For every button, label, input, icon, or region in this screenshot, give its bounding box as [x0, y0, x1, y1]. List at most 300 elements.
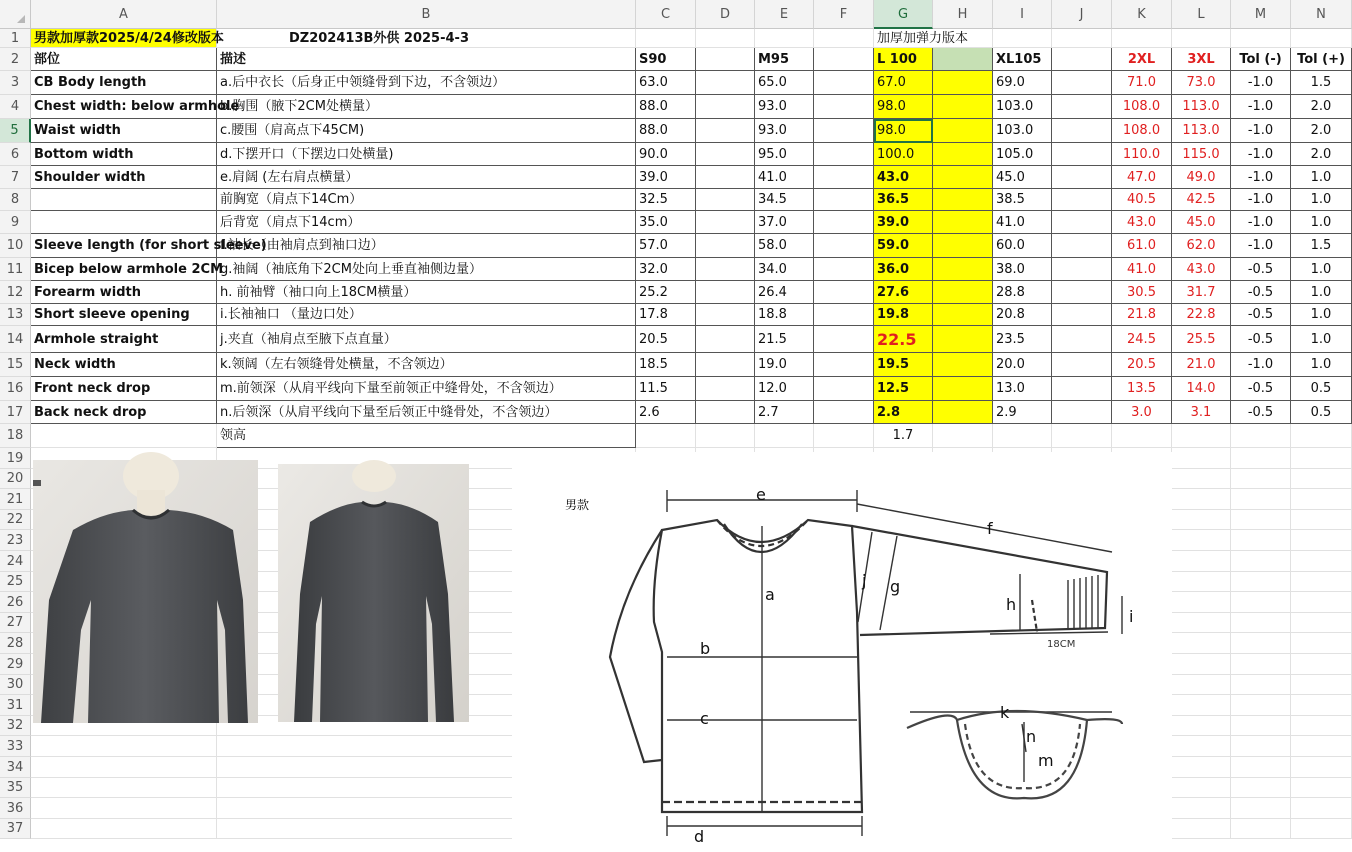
size-l100-cell[interactable]: 22.5	[874, 326, 933, 353]
size-xl105-cell[interactable]: 23.5	[993, 326, 1052, 353]
part-cell[interactable]: Sleeve length (for short sleeve)	[31, 234, 217, 258]
size-l100-cell[interactable]: 36.0	[874, 258, 933, 281]
empty-cell[interactable]	[1291, 757, 1352, 778]
size-2xl-cell[interactable]: 47.0	[1112, 166, 1172, 189]
header-desc[interactable]: 描述	[217, 48, 636, 71]
row-header-9[interactable]: 9	[0, 211, 31, 234]
empty-cell[interactable]	[814, 377, 874, 401]
empty-cell[interactable]	[933, 401, 993, 424]
empty-cell[interactable]	[933, 326, 993, 353]
empty-cell[interactable]	[1231, 633, 1291, 654]
empty-cell[interactable]	[31, 798, 217, 819]
size-2xl-cell[interactable]: 20.5	[1112, 353, 1172, 377]
size-2xl-cell[interactable]: 30.5	[1112, 281, 1172, 304]
tol-plus-cell[interactable]: 1.0	[1291, 326, 1352, 353]
empty-cell[interactable]	[1231, 510, 1291, 530]
collar-height-value[interactable]: 1.7	[874, 424, 933, 448]
empty-cell[interactable]	[1291, 798, 1352, 819]
row-header-10[interactable]: 10	[0, 234, 31, 258]
empty-cell[interactable]	[696, 29, 755, 48]
size-m95-cell[interactable]: 95.0	[755, 143, 814, 166]
part-cell[interactable]: Shoulder width	[31, 166, 217, 189]
empty-cell[interactable]	[814, 71, 874, 95]
tol-plus-cell[interactable]: 1.5	[1291, 71, 1352, 95]
column-header-n[interactable]: N	[1291, 0, 1352, 29]
size-3xl-cell[interactable]: 3.1	[1172, 401, 1231, 424]
empty-cell[interactable]	[1172, 448, 1231, 469]
empty-cell[interactable]	[31, 736, 217, 757]
empty-cell[interactable]	[814, 166, 874, 189]
empty-cell[interactable]	[1291, 633, 1352, 654]
row-header-1[interactable]: 1	[0, 29, 31, 48]
header-size-s90[interactable]: S90	[636, 48, 696, 71]
tol-minus-cell[interactable]: -1.0	[1231, 95, 1291, 119]
desc-cell[interactable]: e.肩阔 (左右肩点横量）	[217, 166, 636, 189]
empty-cell[interactable]	[1291, 675, 1352, 695]
tol-minus-cell[interactable]: -1.0	[1231, 189, 1291, 211]
empty-cell[interactable]	[1291, 469, 1352, 489]
tol-minus-cell[interactable]: -1.0	[1231, 234, 1291, 258]
empty-cell[interactable]	[1172, 592, 1231, 613]
size-2xl-cell[interactable]: 43.0	[1112, 211, 1172, 234]
row-header-15[interactable]: 15	[0, 353, 31, 377]
part-cell[interactable]: Waist width	[31, 119, 217, 143]
tol-plus-cell[interactable]: 1.0	[1291, 304, 1352, 326]
size-3xl-cell[interactable]: 31.7	[1172, 281, 1231, 304]
header-size-l100[interactable]: L 100	[874, 48, 933, 71]
empty-cell[interactable]	[1052, 211, 1112, 234]
empty-cell[interactable]	[933, 119, 993, 143]
empty-cell[interactable]	[1291, 654, 1352, 675]
empty-cell[interactable]	[1052, 119, 1112, 143]
part-cell[interactable]: Short sleeve opening	[31, 304, 217, 326]
desc-cell[interactable]: d.下摆开口（下摆边口处横量)	[217, 143, 636, 166]
column-header-d[interactable]: D	[696, 0, 755, 29]
empty-cell[interactable]	[1231, 592, 1291, 613]
empty-cell[interactable]	[814, 353, 874, 377]
empty-cell[interactable]	[1052, 95, 1112, 119]
size-s90-cell[interactable]: 32.5	[636, 189, 696, 211]
empty-cell[interactable]	[1052, 71, 1112, 95]
size-2xl-cell[interactable]: 61.0	[1112, 234, 1172, 258]
size-2xl-cell[interactable]: 24.5	[1112, 326, 1172, 353]
empty-cell[interactable]	[1052, 166, 1112, 189]
row-header-26[interactable]: 26	[0, 592, 31, 613]
size-3xl-cell[interactable]: 21.0	[1172, 353, 1231, 377]
row-header-14[interactable]: 14	[0, 326, 31, 353]
header-part[interactable]: 部位	[31, 48, 217, 71]
empty-cell[interactable]	[755, 424, 814, 448]
size-2xl-cell[interactable]: 13.5	[1112, 377, 1172, 401]
column-header-e[interactable]: E	[755, 0, 814, 29]
empty-cell[interactable]	[1172, 675, 1231, 695]
size-xl105-cell[interactable]: 38.5	[993, 189, 1052, 211]
size-s90-cell[interactable]: 88.0	[636, 95, 696, 119]
size-l100-cell[interactable]: 27.6	[874, 281, 933, 304]
tol-plus-cell[interactable]: 2.0	[1291, 95, 1352, 119]
empty-cell[interactable]	[696, 377, 755, 401]
desc-cell[interactable]: 后背宽（肩点下14cm）	[217, 211, 636, 234]
column-header-k[interactable]: K	[1112, 0, 1172, 29]
column-header-h[interactable]: H	[933, 0, 993, 29]
empty-cell[interactable]	[814, 401, 874, 424]
empty-cell[interactable]	[814, 304, 874, 326]
size-3xl-cell[interactable]: 113.0	[1172, 95, 1231, 119]
tol-plus-cell[interactable]: 1.0	[1291, 353, 1352, 377]
column-header-m[interactable]: M	[1231, 0, 1291, 29]
row-header-31[interactable]: 31	[0, 695, 31, 716]
tol-minus-cell[interactable]: -1.0	[1231, 353, 1291, 377]
size-s90-cell[interactable]: 90.0	[636, 143, 696, 166]
size-s90-cell[interactable]: 39.0	[636, 166, 696, 189]
empty-cell[interactable]	[1291, 510, 1352, 530]
size-m95-cell[interactable]: 37.0	[755, 211, 814, 234]
empty-cell[interactable]	[1291, 530, 1352, 551]
part-cell[interactable]: Bottom width	[31, 143, 217, 166]
tol-plus-cell[interactable]: 1.0	[1291, 258, 1352, 281]
empty-cell[interactable]	[636, 424, 696, 448]
empty-cell[interactable]	[1231, 551, 1291, 572]
row-header-16[interactable]: 16	[0, 377, 31, 401]
row-header-35[interactable]: 35	[0, 778, 31, 798]
size-s90-cell[interactable]: 17.8	[636, 304, 696, 326]
empty-cell[interactable]	[696, 281, 755, 304]
empty-cell[interactable]	[31, 819, 217, 839]
size-xl105-cell[interactable]: 103.0	[993, 95, 1052, 119]
row-header-32[interactable]: 32	[0, 716, 31, 736]
size-l100-cell[interactable]: 59.0	[874, 234, 933, 258]
row-header-18[interactable]: 18	[0, 424, 31, 448]
empty-cell[interactable]	[933, 258, 993, 281]
empty-cell[interactable]	[1052, 189, 1112, 211]
size-3xl-cell[interactable]: 115.0	[1172, 143, 1231, 166]
title-cell[interactable]: 男款加厚款2025/4/24修改版本	[31, 29, 217, 48]
tol-minus-cell[interactable]: -0.5	[1231, 258, 1291, 281]
empty-cell[interactable]	[814, 189, 874, 211]
empty-cell[interactable]	[1172, 798, 1231, 819]
empty-cell[interactable]	[1052, 424, 1112, 448]
part-cell[interactable]	[31, 189, 217, 211]
desc-cell[interactable]: c.腰围（肩高点下45CM)	[217, 119, 636, 143]
tol-plus-cell[interactable]: 2.0	[1291, 143, 1352, 166]
empty-cell[interactable]	[696, 401, 755, 424]
size-m95-cell[interactable]: 41.0	[755, 166, 814, 189]
header-size-2xl[interactable]: 2XL	[1112, 48, 1172, 71]
size-l100-cell[interactable]: 67.0	[874, 71, 933, 95]
size-2xl-cell[interactable]: 41.0	[1112, 258, 1172, 281]
size-m95-cell[interactable]: 18.8	[755, 304, 814, 326]
size-xl105-cell[interactable]: 45.0	[993, 166, 1052, 189]
tol-plus-cell[interactable]: 1.5	[1291, 234, 1352, 258]
row-header-2[interactable]: 2	[0, 48, 31, 71]
size-l100-cell[interactable]: 100.0	[874, 143, 933, 166]
tol-plus-cell[interactable]: 0.5	[1291, 401, 1352, 424]
size-3xl-cell[interactable]: 43.0	[1172, 258, 1231, 281]
size-xl105-cell[interactable]: 13.0	[993, 377, 1052, 401]
desc-cell[interactable]: m.前领深（从肩平线向下量至前领正中缝骨处，不含领边）	[217, 377, 636, 401]
desc-cell[interactable]: i.长袖袖口 （量边口处）	[217, 304, 636, 326]
tol-minus-cell[interactable]: -1.0	[1231, 71, 1291, 95]
empty-cell[interactable]	[933, 95, 993, 119]
empty-cell[interactable]	[814, 326, 874, 353]
tol-minus-cell[interactable]: -1.0	[1231, 211, 1291, 234]
empty-cell[interactable]	[1291, 736, 1352, 757]
size-3xl-cell[interactable]: 42.5	[1172, 189, 1231, 211]
collar-height-label[interactable]: 领高	[217, 424, 636, 448]
size-m95-cell[interactable]: 65.0	[755, 71, 814, 95]
tol-plus-cell[interactable]: 1.0	[1291, 166, 1352, 189]
row-header-22[interactable]: 22	[0, 510, 31, 530]
empty-cell[interactable]	[1172, 424, 1231, 448]
size-m95-cell[interactable]: 34.0	[755, 258, 814, 281]
row-header-29[interactable]: 29	[0, 654, 31, 675]
empty-cell[interactable]	[814, 234, 874, 258]
empty-cell[interactable]	[1052, 281, 1112, 304]
empty-cell[interactable]	[814, 211, 874, 234]
row-header-25[interactable]: 25	[0, 572, 31, 592]
empty-cell[interactable]	[933, 424, 993, 448]
size-m95-cell[interactable]: 93.0	[755, 119, 814, 143]
empty-cell[interactable]	[1291, 29, 1352, 48]
empty-cell[interactable]	[1231, 469, 1291, 489]
row-header-21[interactable]: 21	[0, 489, 31, 510]
empty-cell[interactable]	[1172, 489, 1231, 510]
size-2xl-cell[interactable]: 71.0	[1112, 71, 1172, 95]
empty-cell[interactable]	[933, 211, 993, 234]
empty-cell[interactable]	[1172, 469, 1231, 489]
row-header-7[interactable]: 7	[0, 166, 31, 189]
empty-cell[interactable]	[1052, 304, 1112, 326]
row-header-34[interactable]: 34	[0, 757, 31, 778]
empty-cell[interactable]	[1172, 613, 1231, 633]
size-l100-cell[interactable]: 19.5	[874, 353, 933, 377]
empty-cell[interactable]	[1172, 716, 1231, 736]
part-cell[interactable]: Armhole straight	[31, 326, 217, 353]
empty-cell[interactable]	[1291, 489, 1352, 510]
empty-cell[interactable]	[993, 29, 1052, 48]
empty-cell[interactable]	[1172, 654, 1231, 675]
empty-cell[interactable]	[696, 304, 755, 326]
desc-cell[interactable]: k.领阔（左右领缝骨处横量，不含领边）	[217, 353, 636, 377]
empty-cell[interactable]	[1231, 675, 1291, 695]
size-xl105-cell[interactable]: 69.0	[993, 71, 1052, 95]
empty-cell[interactable]	[1291, 695, 1352, 716]
row-header-4[interactable]: 4	[0, 95, 31, 119]
size-3xl-cell[interactable]: 45.0	[1172, 211, 1231, 234]
size-m95-cell[interactable]: 21.5	[755, 326, 814, 353]
column-header-g[interactable]: G	[874, 0, 933, 29]
size-s90-cell[interactable]: 18.5	[636, 353, 696, 377]
size-s90-cell[interactable]: 88.0	[636, 119, 696, 143]
size-s90-cell[interactable]: 2.6	[636, 401, 696, 424]
part-cell[interactable]: Back neck drop	[31, 401, 217, 424]
empty-cell[interactable]	[1231, 798, 1291, 819]
empty-cell[interactable]	[933, 143, 993, 166]
empty-cell[interactable]	[1291, 448, 1352, 469]
empty-cell[interactable]	[814, 48, 874, 71]
size-xl105-cell[interactable]: 2.9	[993, 401, 1052, 424]
tol-minus-cell[interactable]: -0.5	[1231, 326, 1291, 353]
empty-cell[interactable]	[696, 189, 755, 211]
column-header-b[interactable]: B	[217, 0, 636, 29]
empty-cell[interactable]	[933, 281, 993, 304]
size-l100-cell[interactable]: 12.5	[874, 377, 933, 401]
empty-cell[interactable]	[1291, 572, 1352, 592]
empty-cell[interactable]	[1231, 572, 1291, 592]
size-2xl-cell[interactable]: 3.0	[1112, 401, 1172, 424]
row-header-33[interactable]: 33	[0, 736, 31, 757]
desc-cell[interactable]: a.后中衣长（后身正中领缝骨到下边，不含领边）	[217, 71, 636, 95]
part-cell[interactable]	[31, 211, 217, 234]
select-all-corner[interactable]	[0, 0, 31, 29]
empty-cell[interactable]	[1172, 551, 1231, 572]
part-cell[interactable]: Forearm width	[31, 281, 217, 304]
size-m95-cell[interactable]: 34.5	[755, 189, 814, 211]
part-cell[interactable]: Chest width: below armhole	[31, 95, 217, 119]
size-s90-cell[interactable]: 35.0	[636, 211, 696, 234]
tol-plus-cell[interactable]: 1.0	[1291, 281, 1352, 304]
empty-cell[interactable]	[1172, 736, 1231, 757]
empty-cell[interactable]	[31, 778, 217, 798]
empty-cell[interactable]	[814, 119, 874, 143]
empty-cell[interactable]	[814, 29, 874, 48]
tol-minus-cell[interactable]: -1.0	[1231, 166, 1291, 189]
row-header-27[interactable]: 27	[0, 613, 31, 633]
empty-cell[interactable]	[1052, 401, 1112, 424]
empty-cell[interactable]	[814, 143, 874, 166]
row-header-23[interactable]: 23	[0, 530, 31, 551]
size-3xl-cell[interactable]: 73.0	[1172, 71, 1231, 95]
empty-cell[interactable]	[696, 353, 755, 377]
empty-cell[interactable]	[1291, 613, 1352, 633]
tol-plus-cell[interactable]: 0.5	[1291, 377, 1352, 401]
code-cell[interactable]: DZ202413B外供 2025-4-3	[217, 29, 636, 48]
empty-cell[interactable]	[933, 166, 993, 189]
size-m95-cell[interactable]: 2.7	[755, 401, 814, 424]
size-3xl-cell[interactable]: 25.5	[1172, 326, 1231, 353]
size-3xl-cell[interactable]: 22.8	[1172, 304, 1231, 326]
desc-cell[interactable]: h. 前袖臂（袖口向上18CM横量）	[217, 281, 636, 304]
empty-cell[interactable]	[933, 189, 993, 211]
row-header-19[interactable]: 19	[0, 448, 31, 469]
empty-cell[interactable]	[696, 143, 755, 166]
row-header-36[interactable]: 36	[0, 798, 31, 819]
size-s90-cell[interactable]: 63.0	[636, 71, 696, 95]
size-l100-cell[interactable]: 2.8	[874, 401, 933, 424]
size-s90-cell[interactable]: 57.0	[636, 234, 696, 258]
empty-cell[interactable]	[1291, 551, 1352, 572]
empty-cell[interactable]	[31, 757, 217, 778]
row-header-6[interactable]: 6	[0, 143, 31, 166]
tol-minus-cell[interactable]: -0.5	[1231, 377, 1291, 401]
empty-cell[interactable]	[1172, 530, 1231, 551]
size-m95-cell[interactable]: 58.0	[755, 234, 814, 258]
empty-cell[interactable]	[1172, 778, 1231, 798]
tol-minus-cell[interactable]: -0.5	[1231, 401, 1291, 424]
size-xl105-cell[interactable]: 103.0	[993, 119, 1052, 143]
empty-cell[interactable]	[696, 48, 755, 71]
empty-cell[interactable]	[696, 234, 755, 258]
size-2xl-cell[interactable]: 40.5	[1112, 189, 1172, 211]
size-xl105-cell[interactable]: 41.0	[993, 211, 1052, 234]
size-l100-cell[interactable]: 36.5	[874, 189, 933, 211]
size-xl105-cell[interactable]: 20.0	[993, 353, 1052, 377]
desc-cell[interactable]: f.袖长（由袖肩点到袖口边）	[217, 234, 636, 258]
desc-cell[interactable]: g.袖阔（袖底角下2CM处向上垂直袖侧边量）	[217, 258, 636, 281]
part-cell[interactable]: Neck width	[31, 353, 217, 377]
size-xl105-cell[interactable]: 38.0	[993, 258, 1052, 281]
size-2xl-cell[interactable]: 108.0	[1112, 119, 1172, 143]
desc-cell[interactable]: 前胸宽（肩点下14Cm）	[217, 189, 636, 211]
row-header-20[interactable]: 20	[0, 469, 31, 489]
empty-cell[interactable]	[1172, 510, 1231, 530]
tol-minus-cell[interactable]: -1.0	[1231, 143, 1291, 166]
empty-cell[interactable]	[1052, 234, 1112, 258]
column-header-i[interactable]: I	[993, 0, 1052, 29]
empty-cell[interactable]	[636, 29, 696, 48]
size-xl105-cell[interactable]: 60.0	[993, 234, 1052, 258]
empty-cell[interactable]	[814, 424, 874, 448]
size-m95-cell[interactable]: 93.0	[755, 95, 814, 119]
size-xl105-cell[interactable]: 20.8	[993, 304, 1052, 326]
header-size-xl105[interactable]: XL105	[993, 48, 1052, 71]
empty-cell[interactable]	[1052, 326, 1112, 353]
header-size-3xl[interactable]: 3XL	[1172, 48, 1231, 71]
size-3xl-cell[interactable]: 113.0	[1172, 119, 1231, 143]
desc-cell[interactable]: j.夹直（袖肩点至腋下点直量）	[217, 326, 636, 353]
empty-cell[interactable]	[1172, 695, 1231, 716]
empty-cell[interactable]	[1052, 48, 1112, 71]
empty-cell[interactable]	[696, 119, 755, 143]
empty-cell[interactable]	[1231, 613, 1291, 633]
column-header-a[interactable]: A	[31, 0, 217, 29]
empty-cell[interactable]	[1291, 778, 1352, 798]
empty-cell[interactable]	[696, 211, 755, 234]
row-header-17[interactable]: 17	[0, 401, 31, 424]
size-s90-cell[interactable]: 32.0	[636, 258, 696, 281]
empty-cell[interactable]	[1052, 353, 1112, 377]
empty-cell[interactable]	[1231, 716, 1291, 736]
empty-cell[interactable]	[1231, 695, 1291, 716]
empty-cell[interactable]	[1291, 592, 1352, 613]
empty-cell[interactable]	[1172, 572, 1231, 592]
empty-cell[interactable]	[933, 377, 993, 401]
row-header-24[interactable]: 24	[0, 551, 31, 572]
empty-cell[interactable]	[814, 95, 874, 119]
part-cell[interactable]: CB Body length	[31, 71, 217, 95]
row-header-8[interactable]: 8	[0, 189, 31, 211]
empty-cell[interactable]	[1231, 654, 1291, 675]
empty-cell[interactable]	[993, 424, 1052, 448]
empty-cell[interactable]	[1291, 716, 1352, 736]
empty-cell[interactable]	[1231, 757, 1291, 778]
empty-cell[interactable]	[1172, 757, 1231, 778]
version-note-cell[interactable]: 加厚加弹力版本	[874, 29, 993, 48]
empty-cell[interactable]	[933, 353, 993, 377]
size-3xl-cell[interactable]: 49.0	[1172, 166, 1231, 189]
column-header-j[interactable]: J	[1052, 0, 1112, 29]
empty-cell[interactable]	[1172, 819, 1231, 839]
empty-cell[interactable]	[1052, 143, 1112, 166]
row-header-30[interactable]: 30	[0, 675, 31, 695]
size-s90-cell[interactable]: 20.5	[636, 326, 696, 353]
size-l100-cell[interactable]: 39.0	[874, 211, 933, 234]
header-tol-minus[interactable]: Tol (-)	[1231, 48, 1291, 71]
size-xl105-cell[interactable]: 28.8	[993, 281, 1052, 304]
part-cell[interactable]: Front neck drop	[31, 377, 217, 401]
empty-cell[interactable]	[1052, 258, 1112, 281]
empty-cell[interactable]	[1231, 530, 1291, 551]
